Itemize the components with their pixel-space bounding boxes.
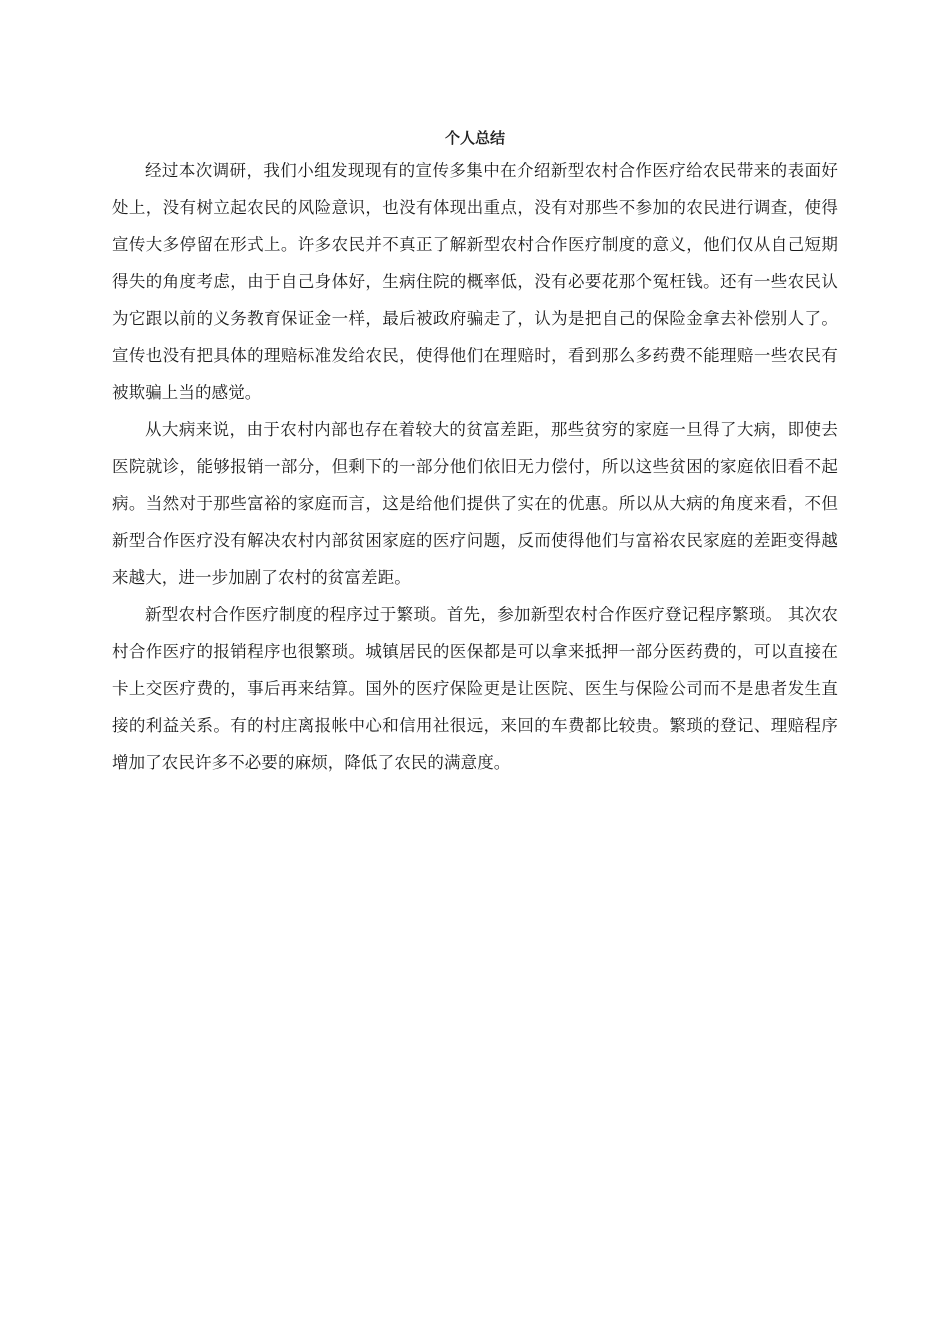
paragraph-2: 从大病来说，由于农村内部也存在着较大的贫富差距，那些贫穷的家庭一旦得了大病，即使去医院就诊，能够报销一部分，但剩下的一部分他们依旧无力偿付，所以这些贫困的家庭依旧看不起病。当然对于那些富裕的家庭而言，这是给他们提供了实在的优惠。所以从大病的角度来看，不但新型合作医疗没有解决农村内部贫困家庭的医疗问题，反而使得他们与富裕农民家庭的差距变得越来越大，进一步加剧了农村的贫富差距。 [112, 420, 838, 587]
paragraph-1: 经过本次调研，我们小组发现现有的宣传多集中在介绍新型农村合作医疗给农民带来的表面好处上，没有树立起农民的风险意识，也没有体现出重点，没有对那些不参加的农民进行调查，使得宣传大多停留在形式上。许多农民并不真正了解新型农村合作医疗制度的意义，他们仅从自己短期得失的角度考虑，由于自己身体好，生病住院的概率低，没有必要花那个冤枉钱。还有一些农民认为它跟以前的义务教育保证金一样，最后被政府骗走了，认为是把自己的保险金拿去补偿别人了。宣传也没有把具体的理赔标准发给农民，使得他们在理赔时，看到那么多药费不能理赔一些农民有被欺骗上当的感觉。 [112, 161, 838, 402]
paragraph-3: 新型农村合作医疗制度的程序过于繁琐。首先，参加新型农村合作医疗登记程序繁琐。 其次农村合作医疗的报销程序也很繁琐。城镇居民的医保都是可以拿来抵押一部分医药费的，可以直接在卡上交医疗费的，事后再来结算。国外的医疗保险更是让医院、医生与保险公司而不是患者发生直接的利益关系。有的村庄离报帐中心和信用社很远，来回的车费都比较贵。繁琐的登记、理赔程序增加了农民许多不必要的麻烦，降低了农民的满意度。 [112, 605, 838, 772]
document-title: 个人总结 [444, 129, 505, 147]
document-body [112, 152, 838, 781]
